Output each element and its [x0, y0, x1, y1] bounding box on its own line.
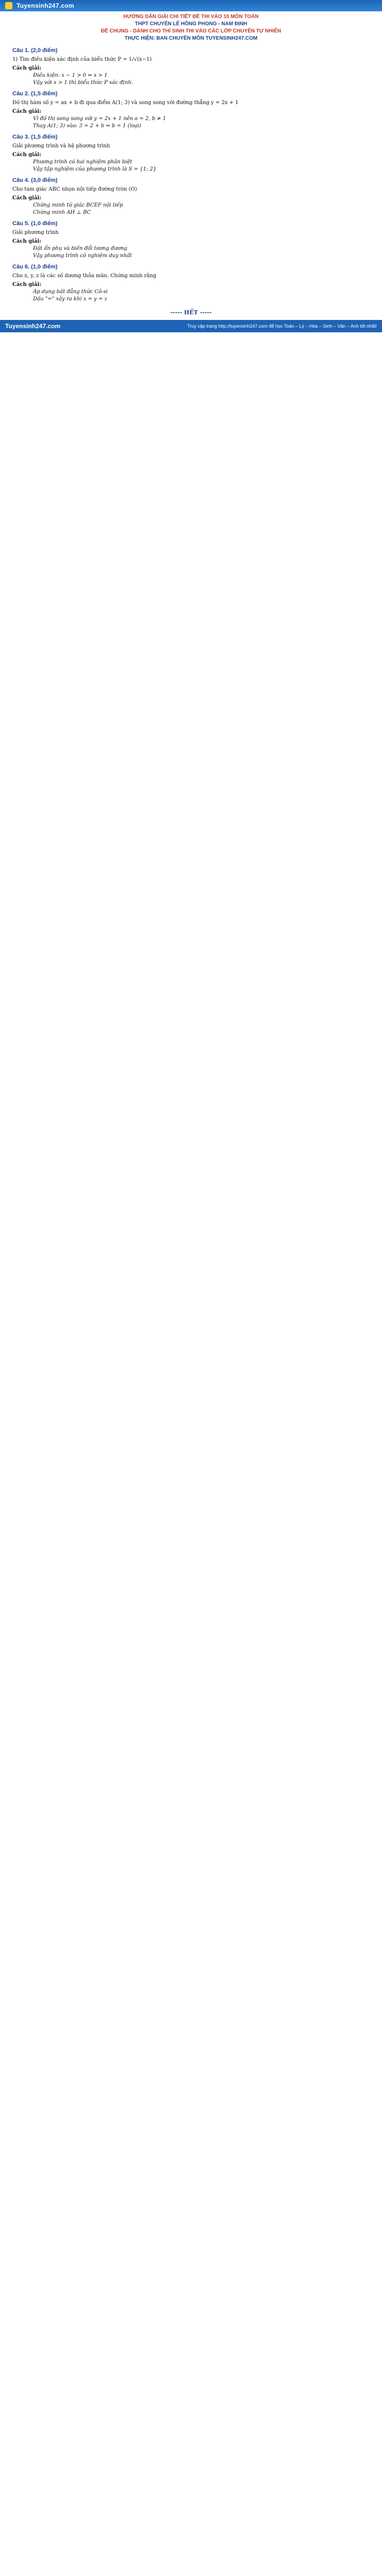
solution-step: Vậy phương trình có nghiệm duy nhất	[33, 253, 132, 259]
header-line-4: THỰC HIỆN: BAN CHUYÊN MÔN TUYENSINH247.COM	[124, 36, 258, 41]
solution-heading: Cách giải:	[12, 65, 42, 71]
solution-heading: Cách giải:	[12, 282, 42, 287]
end-mark: ----- HẾT -----	[170, 309, 212, 316]
question-title: Câu 5. (1,0 điểm)	[12, 221, 58, 227]
question-problem: Đồ thị hàm số y = ax + b đi qua điểm A(1; 3) và song song với đường thẳng y = 2x + 1	[12, 100, 239, 106]
solution-step: Điều kiện: x − 1 > 0 ⇔ x > 1	[33, 73, 108, 78]
question-problem: Cho x, y, z là các số dương thỏa mãn. Chứng minh rằng	[12, 273, 157, 279]
question-6	[12, 264, 370, 302]
question-2	[12, 91, 370, 129]
header-line-3: ĐỀ CHUNG - DÀNH CHO THÍ SINH THI VÀO CÁC LỚP CHUYÊN TỰ NHIÊN	[101, 28, 281, 34]
solution-step: Áp dụng bất đẳng thức Cô-si	[33, 289, 108, 295]
question-title: Câu 2. (1,5 điểm)	[12, 91, 58, 97]
footer-brand: Tuyensinh247.com	[5, 323, 61, 330]
question-title: Câu 4. (3,0 điểm)	[12, 177, 58, 183]
solution-step: Dấu "=" xảy ra khi x = y = z	[33, 296, 107, 302]
solution-step: Đặt ẩn phụ và biến đổi tương đương	[33, 246, 127, 251]
sections	[12, 47, 370, 302]
solution-heading: Cách giải:	[12, 152, 42, 158]
solution-step: Phương trình có hai nghiệm phân biệt	[33, 159, 132, 165]
question-1	[12, 47, 370, 86]
question-title: Câu 6. (1,0 điểm)	[12, 264, 58, 270]
question-3	[12, 134, 370, 172]
header-line-2: THPT CHUYÊN LÊ HỒNG PHONG - NAM ĐỊNH	[135, 21, 247, 27]
solution-heading: Cách giải:	[12, 239, 42, 244]
question-5	[12, 221, 370, 259]
question-title: Câu 3. (1,5 điểm)	[12, 134, 58, 140]
question-problem: 1) Tìm điều kiện xác định của biểu thức P = 1/√(x−1)	[12, 57, 152, 62]
solution-step: Chứng minh AH ⊥ BC	[33, 210, 91, 215]
solution-step: Vậy tập nghiệm của phương trình là S = {1; 2}	[33, 166, 157, 172]
site-logo-icon	[5, 2, 12, 9]
site-name: Tuyensinh247.com	[16, 2, 74, 9]
question-problem: Giải phương trình	[12, 230, 59, 235]
solution-step: Vậy với x > 1 thì biểu thức P xác định.	[33, 80, 133, 86]
page-footer	[0, 320, 382, 332]
question-problem: Giải phương trình và hệ phương trình	[12, 143, 110, 149]
top-banner	[0, 0, 382, 11]
solution-step: Chứng minh tứ giác BCEF nội tiếp	[33, 202, 123, 208]
question-title: Câu 1. (2,0 điểm)	[12, 47, 58, 54]
question-4	[12, 177, 370, 215]
solution-step: Vì đồ thị song song với y = 2x + 1 nên a = 2, b ≠ 1	[33, 116, 167, 122]
question-problem: Cho tam giác ABC nhọn nội tiếp đường tròn (O)	[12, 187, 137, 192]
footer-text: Truy cập trang http://tuyensinh247.com để học Toán – Lý – Hóa – Sinh – Văn – Anh tốt nhất!	[187, 324, 377, 329]
solution-step: Thay A(1; 3) vào: 3 = 2 + b ⇔ b = 1 (loại)	[33, 123, 141, 129]
header-line-1: HƯỚNG DẪN GIẢI CHI TIẾT ĐỀ THI VÀO 10 MÔN TOÁN	[123, 14, 259, 20]
document-header	[12, 13, 370, 42]
solution-heading: Cách giải:	[12, 109, 42, 114]
solution-heading: Cách giải:	[12, 195, 42, 201]
